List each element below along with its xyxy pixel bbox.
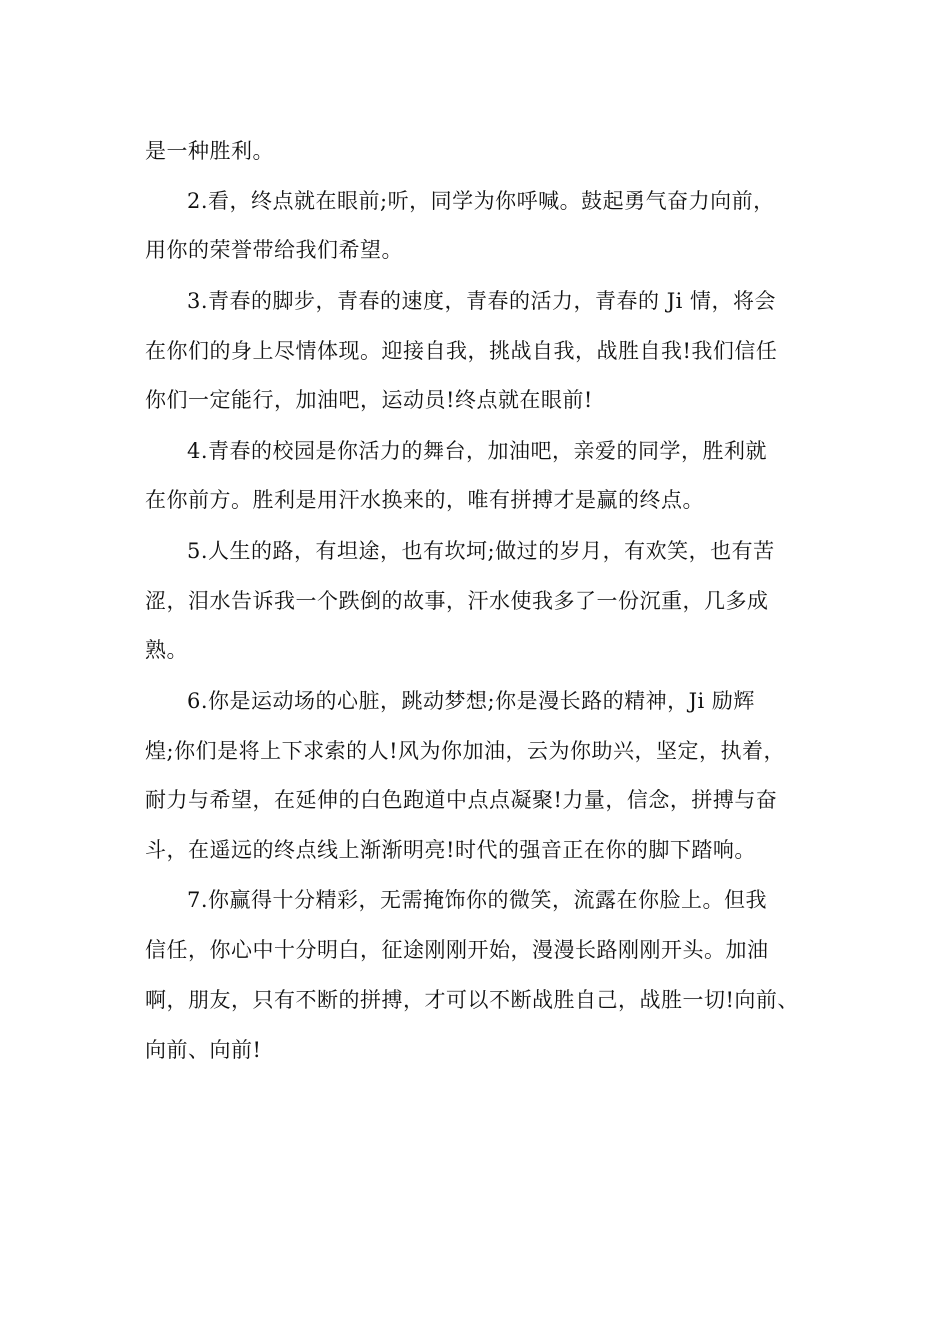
paragraph-5-line-2: 涩，泪水告诉我一个跌倒的故事，汗水使我多了一份沉重，几多成 (145, 589, 769, 613)
paragraph-7-line-4: 向前、向前! (145, 1038, 262, 1062)
paragraph-7-line-3: 啊，朋友，只有不断的拼搏，才可以不断战胜自己，战胜一切!向前、 (145, 988, 799, 1012)
paragraph-5-line-3: 熟。 (145, 638, 188, 662)
paragraph-6-line-3: 耐力与希望，在延伸的白色跑道中点点凝聚!力量，信念，拼搏与奋 (145, 788, 778, 812)
paragraph-6-line-2: 煌;你们是将上下求索的人!风为你加油，云为你助兴，坚定，执着， (145, 739, 786, 763)
paragraph-3-line-2: 在你们的身上尽情体现。迎接自我，挑战自我，战胜自我!我们信任 (145, 339, 778, 363)
paragraph-3-line-3: 你们一定能行，加油吧，运动员!终点就在眼前! (145, 388, 593, 412)
paragraph-4-line-2: 在你前方。胜利是用汗水换来的，唯有拼搏才是赢的终点。 (145, 488, 704, 512)
paragraph-2-line-1: 2.看，终点就在眼前;听，同学为你呼喊。鼓起勇气奋力向前， (187, 189, 775, 213)
paragraph-4-line-1: 4.青春的校园是你活力的舞台，加油吧，亲爱的同学，胜利就 (187, 439, 768, 463)
paragraph-3-line-1: 3.青春的脚步，青春的速度，青春的活力，青春的 Ji 情，将会 (187, 289, 777, 313)
text-line: 是一种胜利。 (145, 139, 274, 163)
paragraph-2-line-2: 用你的荣誉带给我们希望。 (145, 238, 403, 262)
paragraph-6-line-1: 6.你是运动场的心脏，跳动梦想;你是漫长路的精神，Ji 励辉 (187, 689, 755, 713)
paragraph-7-line-2: 信任，你心中十分明白，征途刚刚开始，漫漫长路刚刚开头。加油 (145, 938, 769, 962)
paragraph-7-line-1: 7.你赢得十分精彩，无需掩饰你的微笑，流露在你脸上。但我 (187, 888, 768, 912)
paragraph-6-line-4: 斗，在遥远的终点线上渐渐明亮!时代的强音正在你的脚下踏响。 (145, 838, 756, 862)
paragraph-5-line-1: 5.人生的路，有坦途，也有坎坷;做过的岁月，有欢笑，也有苦 (187, 539, 775, 563)
